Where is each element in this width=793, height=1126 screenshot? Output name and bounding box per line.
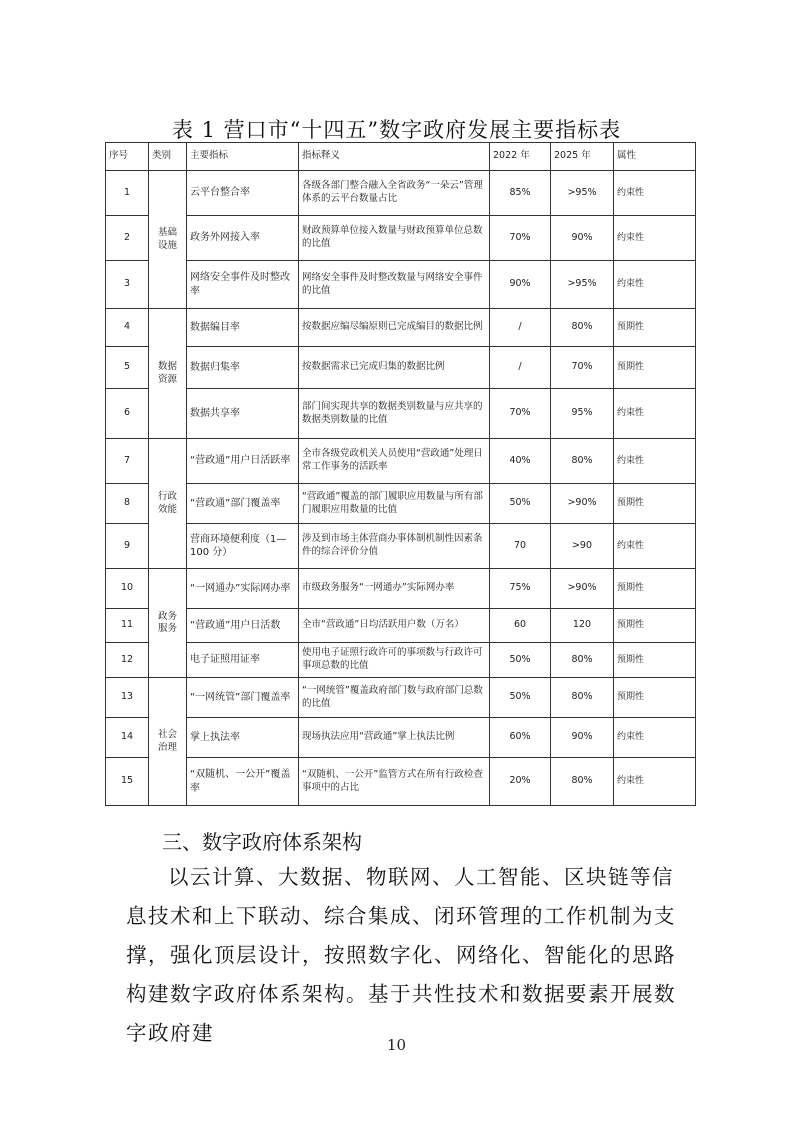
indicator-attribute: 预期性 [614, 643, 696, 678]
indicator-description: 各级各部门整合融入全省政务“一朵云”管理体系的云平台数量占比 [299, 171, 490, 216]
value-2022: 50% [490, 484, 551, 524]
indicator-description: 全市“营政通”日均活跃用户数（万名） [299, 609, 490, 643]
indicator-name: 政务外网接入率 [187, 216, 299, 261]
table-row [106, 389, 696, 439]
indicator-name: “营政通”部门覆盖率 [187, 484, 299, 524]
value-2025: >95% [551, 171, 614, 216]
indicator-attribute: 约束性 [614, 524, 696, 569]
value-2022: / [490, 347, 551, 389]
value-2025: 70% [551, 347, 614, 389]
category-social-governance: 社会 治理 [149, 678, 187, 806]
page-number: 10 [386, 1036, 407, 1054]
row-number: 4 [106, 309, 149, 347]
category-gov-services: 政务 服务 [149, 569, 187, 678]
indicator-description: 按数据应编尽编原则已完成编目的数据比例 [299, 309, 490, 347]
value-2022: 90% [490, 261, 551, 309]
indicator-description: 按数据需求已完成归集的数据比例 [299, 347, 490, 389]
indicator-description: 使用电子证照行政许可的事项数与行政许可事项总数的比值 [299, 643, 490, 678]
table-row [106, 171, 696, 216]
table-row [106, 347, 696, 389]
indicator-name: “双随机、一公开”覆盖率 [187, 758, 299, 806]
indicator-description: 涉及到市场主体营商办事体制机制性因素条件的综合评价分值 [299, 524, 490, 569]
indicator-description: 部门间实现共享的数据类别数量与应共享的数据类别数量的比值 [299, 389, 490, 439]
table-row [106, 484, 696, 524]
indicator-description: 网络安全事件及时整改数量与网络安全事件的比值 [299, 261, 490, 309]
row-number: 12 [106, 643, 149, 678]
table-row [106, 718, 696, 758]
value-2022: / [490, 309, 551, 347]
indicator-name: “一网通办”实际网办率 [187, 569, 299, 609]
table-row [106, 609, 696, 643]
indicator-name: 营商环境便利度（1—100 分） [187, 524, 299, 569]
value-2025: >90 [551, 524, 614, 569]
row-number: 11 [106, 609, 149, 643]
value-2022: 20% [490, 758, 551, 806]
indicator-name: 掌上执法率 [187, 718, 299, 758]
category-infrastructure: 基础 设施 [149, 171, 187, 309]
value-2022: 60 [490, 609, 551, 643]
row-number: 6 [106, 389, 149, 439]
table-header-row [106, 143, 696, 171]
indicator-description: “双随机、一公开”监管方式在所有行政检查事项中的占比 [299, 758, 490, 806]
indicator-attribute: 预期性 [614, 609, 696, 643]
section-heading: 三、数字政府体系架构 [162, 830, 362, 854]
table-row [106, 569, 696, 609]
indicator-attribute: 预期性 [614, 309, 696, 347]
header-attribute: 属性 [614, 143, 696, 171]
indicator-name: 电子证照用证率 [187, 643, 299, 678]
row-number: 9 [106, 524, 149, 569]
value-2022: 75% [490, 569, 551, 609]
value-2025: 80% [551, 439, 614, 484]
value-2025: 120 [551, 609, 614, 643]
value-2025: 80% [551, 643, 614, 678]
value-2022: 70% [490, 216, 551, 261]
value-2022: 50% [490, 643, 551, 678]
indicator-attribute: 约束性 [614, 439, 696, 484]
row-number: 14 [106, 718, 149, 758]
value-2022: 40% [490, 439, 551, 484]
indicator-attribute: 预期性 [614, 678, 696, 718]
indicator-attribute: 预期性 [614, 347, 696, 389]
indicator-description: 财政预算单位接入数量与财政预算单位总数的比值 [299, 216, 490, 261]
table-row [106, 439, 696, 484]
value-2025: 90% [551, 216, 614, 261]
indicator-description: 现场执法应用“营政通”掌上执法比例 [299, 718, 490, 758]
table-row [106, 309, 696, 347]
row-number: 5 [106, 347, 149, 389]
indicator-name: 数据归集率 [187, 347, 299, 389]
table-row [106, 758, 696, 806]
table-title: 表 1 营口市“十四五”数字政府发展主要指标表 [171, 118, 622, 142]
table-row [106, 524, 696, 569]
header-description: 指标释义 [299, 143, 490, 171]
value-2025: 80% [551, 309, 614, 347]
indicator-attribute: 预期性 [614, 569, 696, 609]
indicator-name: 数据编目率 [187, 309, 299, 347]
header-category: 类别 [149, 143, 187, 171]
indicator-name: “营政通”用户日活数 [187, 609, 299, 643]
category-admin-efficiency: 行政 效能 [149, 439, 187, 569]
value-2025: 80% [551, 758, 614, 806]
indicator-table [105, 142, 696, 806]
row-number: 1 [106, 171, 149, 216]
row-number: 3 [106, 261, 149, 309]
indicator-description: 全市各级党政机关人员使用“营政通”处理日常工作事务的活跃率 [299, 439, 490, 484]
indicator-description: 市级政务服务“一网通办”实际网办率 [299, 569, 490, 609]
row-number: 7 [106, 439, 149, 484]
value-2025: >90% [551, 569, 614, 609]
indicator-name: 网络安全事件及时整改率 [187, 261, 299, 309]
value-2022: 85% [490, 171, 551, 216]
value-2025: 95% [551, 389, 614, 439]
table-row [106, 678, 696, 718]
value-2025: 90% [551, 718, 614, 758]
header-no: 序号 [106, 143, 149, 171]
indicator-attribute: 约束性 [614, 718, 696, 758]
indicator-attribute: 约束性 [614, 171, 696, 216]
header-2022: 2022 年 [490, 143, 551, 171]
header-2025: 2025 年 [551, 143, 614, 171]
indicator-description: “一网统管”覆盖政府部门数与政府部门总数的比值 [299, 678, 490, 718]
value-2022: 70% [490, 389, 551, 439]
value-2022: 70 [490, 524, 551, 569]
header-indicator: 主要指标 [187, 143, 299, 171]
indicator-name: “营政通”用户日活跃率 [187, 439, 299, 484]
indicator-name: 云平台整合率 [187, 171, 299, 216]
table-row [106, 216, 696, 261]
value-2022: 50% [490, 678, 551, 718]
indicator-attribute: 预期性 [614, 484, 696, 524]
category-data-resources: 数据 资源 [149, 309, 187, 439]
row-number: 10 [106, 569, 149, 609]
value-2025: 80% [551, 678, 614, 718]
indicator-attribute: 约束性 [614, 216, 696, 261]
indicator-description: “营政通”覆盖的部门履职应用数量与所有部门履职应用数量的比值 [299, 484, 490, 524]
body-paragraph: 以云计算、大数据、物联网、人工智能、区块链等信息技术和上下联动、综合集成、闭环管理的工作机制为支撑，强化顶层设计，按照数字化、网络化、智能化的思路构建数字政府体系架构。基于共性技术和数据要素开展数字政府建 [126, 865, 676, 1045]
row-number: 13 [106, 678, 149, 718]
indicator-attribute: 约束性 [614, 758, 696, 806]
table-row [106, 643, 696, 678]
value-2025: >90% [551, 484, 614, 524]
row-number: 2 [106, 216, 149, 261]
indicator-attribute: 约束性 [614, 261, 696, 309]
indicator-attribute: 约束性 [614, 389, 696, 439]
indicator-name: 数据共享率 [187, 389, 299, 439]
row-number: 15 [106, 758, 149, 806]
value-2025: >95% [551, 261, 614, 309]
value-2022: 60% [490, 718, 551, 758]
indicator-name: “一网统管”部门覆盖率 [187, 678, 299, 718]
table-row [106, 261, 696, 309]
row-number: 8 [106, 484, 149, 524]
